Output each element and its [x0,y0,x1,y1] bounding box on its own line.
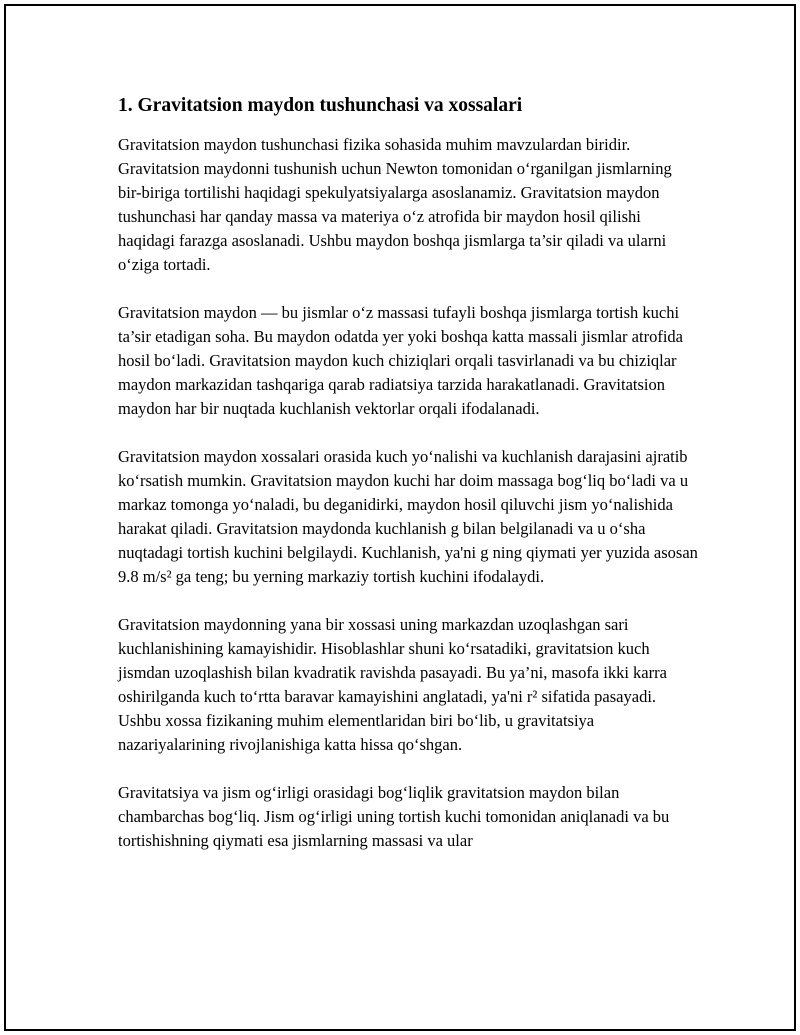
paragraph-1: Gravitatsion maydon tushunchasi fizika sohasida muhim mavzulardan biridir. Gravitatsion maydonni tushunish uchun Newton tomonidan o‘rganilgan jismlarning bir-biriga tortilishi haqidagi spekulyatsiyalarga asoslanamiz. Gravitatsion maydon tushunchasi har qanday massa va materiya o‘z atrofida bir maydon hosil qilishi haqidagi farazga asoslanadi. Ushbu maydon boshqa jismlarga ta’sir qiladi va ularni o‘ziga tortadi. [118,135,672,274]
section-heading: 1. Gravitatsion maydon tushunchasi va xossalari [118,95,523,116]
paragraph-2: Gravitatsion maydon — bu jismlar o‘z massasi tufayli boshqa jismlarga tortish kuchi ta’sir etadigan soha. Bu maydon odatda yer yoki boshqa katta massali jismlar atrofida hosil bo‘ladi. Gravitatsion maydon kuch chiziqlari orqali tasvirlanadi va bu chiziqlar maydon markazidan tashqariga qarab radiatsiya tarzida harakatlanadi. Gravitatsion maydon har bir nuqtada kuchlanish vektorlar orqali ifodalanadi. [118,303,683,418]
document-body [118,94,698,877]
paragraph-3: Gravitatsion maydon xossalari orasida kuch yo‘nalishi va kuchlanish darajasini ajratib ko‘rsatish mumkin. Gravitatsion maydon kuchi har doim massaga bog‘liq bo‘ladi va u markaz tomonga yo‘naladi, bu deganidirki, maydon hosil qiluvchi jism yo‘nalishida harakat qiladi. Gravitatsion maydonda kuchlanish g bilan belgilanadi va u o‘sha nuqtadagi tortish kuchini belgilaydi. Kuchlanish, ya'ni g ning qiymati yer yuzida asosan 9.8 m/s² ga teng; bu yerning markaziy tortish kuchini ifodalaydi. [118,447,698,586]
paragraph-5: Gravitatsiya va jism og‘irligi orasidagi bog‘liqlik gravitatsion maydon bilan chambarchas bog‘liq. Jism og‘irligi uning tortish kuchi tomonidan aniqlanadi va bu tortishishning qiymati esa jismlarning massasi va ular [118,783,670,850]
paragraph-4: Gravitatsion maydonning yana bir xossasi uning markazdan uzoqlashgan sari kuchlanishining kamayishidir. Hisoblashlar shuni ko‘rsatadiki, gravitatsion kuch jismdan uzoqlashish bilan kvadratik ravishda pasayadi. Bu ya’ni, masofa ikki karra oshirilganda kuch to‘rtta baravar kamayishini anglatadi, ya'ni r² sifatida pasayadi. Ushbu xossa fizikaning muhim elementlaridan biri bo‘lib, u gravitatsiya nazariyalarining rivojlanishiga katta hissa qo‘shgan. [118,615,667,754]
